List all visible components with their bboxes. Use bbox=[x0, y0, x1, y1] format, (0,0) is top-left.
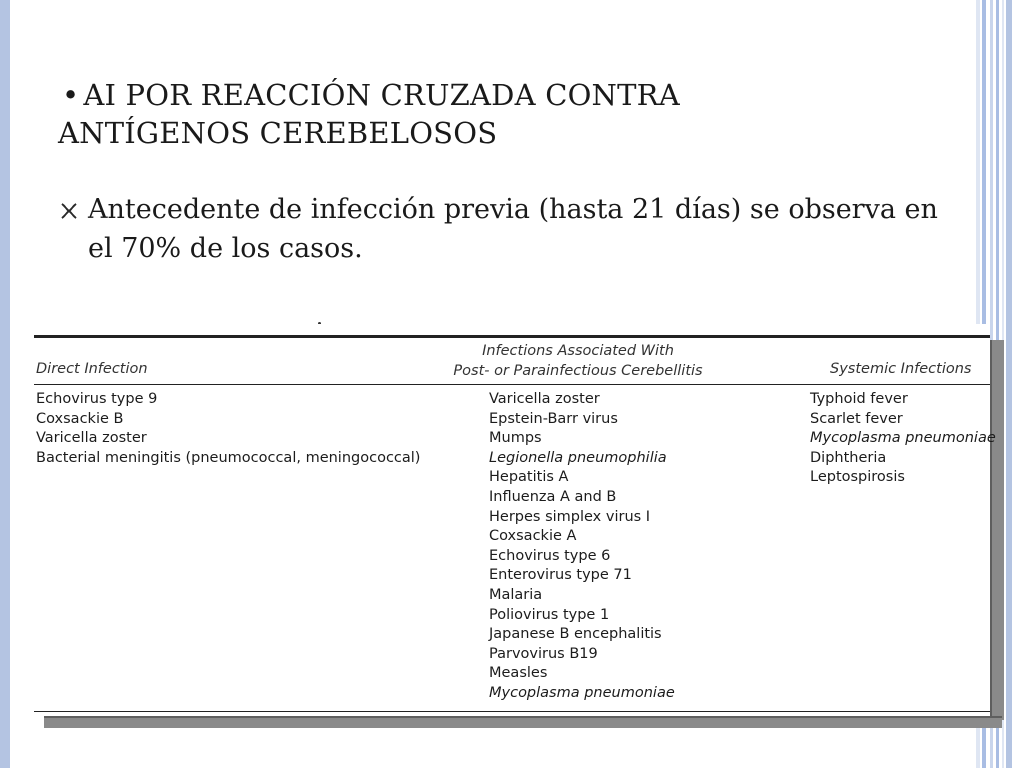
stripe bbox=[1016, 0, 1024, 768]
title-line-1: AI POR REACCIÓN CRUZADA CONTRA bbox=[83, 78, 680, 112]
table-cell: Herpes simplex virus I bbox=[489, 508, 651, 525]
table-cell: Bacterial meningitis (pneumococcal, meningococcal) bbox=[36, 449, 421, 466]
table-cell: Malaria bbox=[489, 586, 543, 603]
table-cell: Coxsackie B bbox=[36, 410, 124, 427]
header-text: Post- or Parainfectious Cerebellitis bbox=[453, 362, 703, 379]
table-cell: Echovirus type 9 bbox=[36, 391, 158, 407]
table-cell: Varicella zoster bbox=[36, 430, 147, 447]
table-cell: Varicella zoster bbox=[489, 391, 600, 407]
table-rule bbox=[34, 711, 990, 712]
table-cell: Hepatitis A bbox=[489, 469, 569, 486]
table-shadow bbox=[44, 716, 1002, 728]
bullet-text: Antecedente de infección previa (hasta 21 días) se observa en el 70% de los casos. bbox=[88, 194, 938, 264]
table-cell: Leptospirosis bbox=[810, 469, 905, 486]
table-cell: Measles bbox=[489, 665, 548, 682]
title-bullet: • bbox=[62, 78, 80, 112]
stripe bbox=[1006, 0, 1012, 768]
table-cell: Mumps bbox=[489, 430, 542, 447]
header-text: Direct Infection bbox=[36, 361, 148, 377]
table-rule bbox=[34, 384, 990, 385]
table-cell: Echovirus type 6 bbox=[489, 547, 611, 564]
table-cell: Coxsackie A bbox=[489, 528, 577, 545]
table-cell: Legionella pneumophilia bbox=[489, 449, 667, 466]
table-cell: Typhoid fever bbox=[810, 391, 908, 407]
table-rule bbox=[34, 335, 990, 338]
infections-table bbox=[30, 324, 996, 716]
table-cell: Epstein-Barr virus bbox=[489, 410, 618, 427]
table-cell: Poliovirus type 1 bbox=[489, 606, 610, 623]
table-cell: Mycoplasma pneumoniae bbox=[810, 430, 996, 447]
slide-title bbox=[58, 76, 918, 152]
column-direct-infection bbox=[36, 390, 420, 468]
table-cell: Influenza A and B bbox=[489, 488, 617, 505]
column-post-infectious bbox=[489, 390, 675, 704]
table-cell: Japanese B encephalitis bbox=[489, 626, 662, 643]
header-text: Infections Associated With bbox=[482, 343, 674, 359]
ornamental-bullet-icon bbox=[58, 200, 80, 222]
left-decorative-bar bbox=[0, 0, 10, 768]
bullet-point bbox=[58, 190, 938, 268]
table-cell: Mycoplasma pneumoniae bbox=[489, 684, 675, 701]
header-direct-infection bbox=[36, 360, 148, 380]
column-systemic-infections bbox=[810, 390, 996, 488]
header-systemic-infections bbox=[830, 360, 971, 380]
header-text: Systemic Infections bbox=[830, 361, 972, 377]
table-cell: Diphtheria bbox=[810, 449, 887, 466]
table-cell: Scarlet fever bbox=[810, 410, 903, 427]
title-line-2: ANTÍGENOS CEREBELOSOS bbox=[58, 116, 498, 150]
header-post-infectious bbox=[448, 342, 708, 381]
table-cell: Enterovirus type 71 bbox=[489, 567, 632, 584]
table-cell: Parvovirus B19 bbox=[489, 645, 598, 662]
